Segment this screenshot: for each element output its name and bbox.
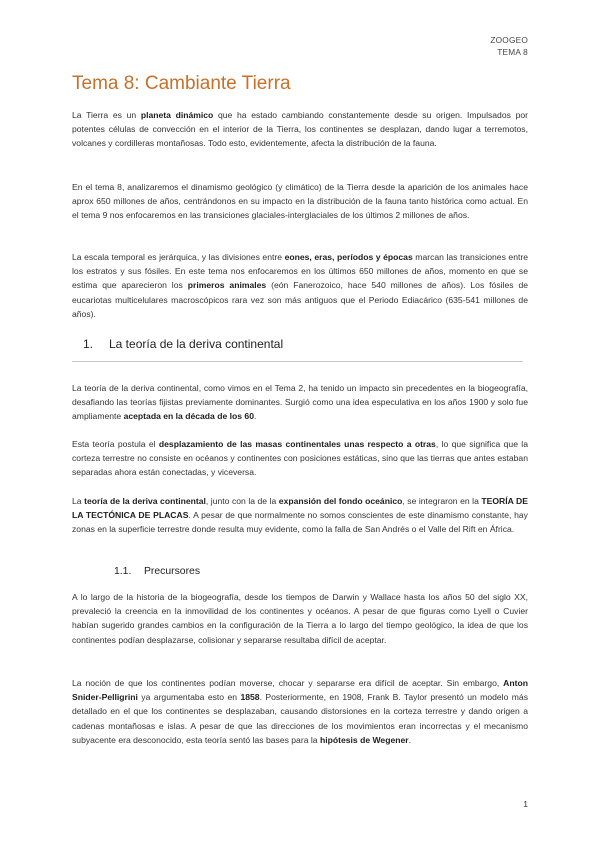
section-heading-1: 1. La teoría de la deriva continental — [83, 337, 284, 351]
theory-impact-paragraph: La teoría de la deriva continental, como vimos en el Tema 2, ha tenido un impacto sin precedentes en la biogeografía, desafiando las teorías fijistas previamente dominantes. Surgió como una idea especulativa en los años 1900 y solo fue ampliamente aceptada en la década de los 60. — [72, 383, 528, 422]
page-number: 1 — [523, 799, 528, 809]
section-heading-1-1: 1.1. Precursores — [114, 566, 201, 577]
header-topic: TEMA 8 — [497, 47, 528, 57]
precursors-paragraph: A lo largo de la historia de la biogeografía, desde los tiempos de Darwin y Wallace hasta los años 50 del siglo XX, prevaleció la creencia en la inmovilidad de los continentes y océanos. A pesar de que figuras como Lyell o Cuvier habían sugerido grandes cambios en la configuración de la Tierra a lo largo del tiempo geológico, la idea de que los continentes podían desplazarse, colisionar y separarse resultaba difícil de aceptar. — [72, 592, 528, 645]
theory-postulate-paragraph: Esta teoría postula el desplazamiento de las masas continentales unas respecto a otras, lo que significa que la corteza terrestre no consiste en océanos y continentes con posiciones estáticas, sino que las tierras que antes estaban separadas ahora están conectadas, y viceversa. — [72, 439, 528, 478]
scope-paragraph: En el tema 8, analizaremos el dinamismo geológico (y climático) de la Tierra desde la aparición de los animales hace aprox 650 millones de años, centrándonos en su impacto en la distribución de la fauna tanto histórica como actual. En el tema 9 nos enfocaremos en las transiciones glaciales-interglaciales de los últimos 2 millones de años. — [72, 182, 528, 221]
snider-taylor-paragraph: La noción de que los continentes podían moverse, chocar y separarse era difícil de aceptar. Sin embargo, Anton Snider-Pelligrini ya argumentaba esto en 1858. Posteriormente, en 1908, Frank B. Taylor presentó un modelo más detallado en el que los continentes se desplazaban, causando distorsiones en la corteza terrestre y dando origen a cadenas montañosas e islas. A pesar de que las direcciones de los movimientos eran incorrectas y el mecanismo subyacente era desconocido, esta teoría sentó las bases para la hipótesis de Wegener. — [72, 678, 528, 745]
page-title: Tema 8: Cambiante Tierra — [72, 73, 291, 94]
header-subject: ZOOGEO — [490, 35, 528, 45]
plate-tectonics-paragraph: La teoría de la deriva continental, junto con la de la expansión del fondo oceánico, se integraron en la TEORÍA DE LA TECTÓNICA DE PLACAS. A pesar de que normalmente no somos conscientes de este dinamismo constante, hay zonas en la superficie terrestre donde resulta muy evidente, como la falla de San Andrés o el Valle del Rift en África. — [72, 496, 528, 535]
running-header — [490, 34, 528, 58]
intro-paragraph: La Tierra es un planeta dinámico que ha estado cambiando constantemente desde su origen. Impulsados por potentes células de convección en el interior de la Tierra, los continentes se desplazan, dando lugar a terremotos, volcanes y cordilleras montañosas. Todo esto, evidentemente, afecta la distribución de la fauna. — [72, 110, 528, 149]
section-divider — [72, 361, 523, 362]
timescale-paragraph: La escala temporal es jerárquica, y las divisiones entre eones, eras, períodos y épocas marcan las transiciones entre los estratos y sus fósiles. En este tema nos enfocaremos en los últimos 650 millones de años, momento en que se estima que aparecieron los primeros animales (eón Fanerozoico, hace 540 millones de años). Los fósiles de eucariotas multicelulares macroscópicos rara vez son más antiguos que el Periodo Ediacárico (635-541 millones de años). — [72, 252, 529, 319]
